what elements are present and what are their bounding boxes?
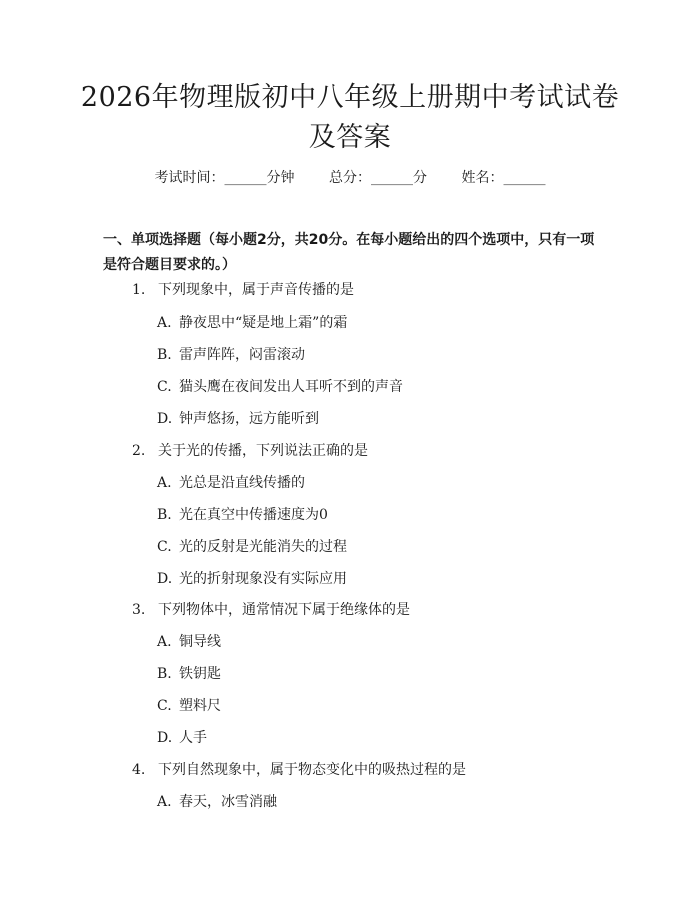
student-name-field: 姓名：______ xyxy=(461,170,546,186)
option-1a xyxy=(157,313,347,333)
option-letter: A. xyxy=(157,315,172,331)
option-text: 光的折射现象没有实际应用 xyxy=(179,571,347,587)
question-text: 下列物体中，通常情况下属于绝缘体的是 xyxy=(158,602,410,618)
question-text: 下列现象中，属于声音传播的是 xyxy=(158,282,354,298)
title-line-1: 2026年物理版初中八年级上册期中考试试卷 xyxy=(80,82,620,113)
option-letter: B. xyxy=(157,347,172,363)
option-letter: B. xyxy=(157,507,172,523)
option-text: 光总是沿直线传播的 xyxy=(179,475,305,491)
option-text: 光的反射是光能消失的过程 xyxy=(179,539,347,555)
exam-time-field: 考试时间：______分钟 xyxy=(154,170,295,186)
option-text: 春天，冰雪消融 xyxy=(179,794,277,810)
option-letter: C. xyxy=(157,698,172,714)
section-heading: 一、单项选择题（每小题2分，共20分。在每小题给出的四个选项中，只有一项是符合题目要求的。） xyxy=(103,232,595,273)
question-number: 1. xyxy=(132,282,146,298)
option-text: 猫头鹰在夜间发出人耳听不到的声音 xyxy=(179,379,403,395)
option-letter: D. xyxy=(157,411,173,427)
option-text: 铁钥匙 xyxy=(179,666,221,682)
question-number: 4. xyxy=(132,762,146,778)
question-4 xyxy=(132,760,466,780)
option-letter: A. xyxy=(157,475,172,491)
option-2d xyxy=(157,569,347,589)
total-score-field: 总分：______分 xyxy=(329,170,427,186)
option-text: 雷声阵阵，闷雷滚动 xyxy=(179,347,305,363)
option-1c xyxy=(157,377,403,397)
option-2c xyxy=(157,537,347,557)
option-letter: C. xyxy=(157,539,172,555)
option-3a xyxy=(157,632,221,652)
question-number: 2. xyxy=(132,443,146,459)
option-3d xyxy=(157,728,207,748)
exam-info-line xyxy=(0,168,700,188)
option-text: 塑料尺 xyxy=(179,698,221,714)
exam-title xyxy=(60,78,640,158)
option-1b xyxy=(157,345,305,365)
option-letter: A. xyxy=(157,794,172,810)
option-text: 光在真空中传播速度为0 xyxy=(179,507,328,523)
option-4a xyxy=(157,792,277,812)
option-letter: D. xyxy=(157,730,173,746)
question-1 xyxy=(132,280,354,300)
option-3c xyxy=(157,696,221,716)
question-3 xyxy=(132,600,410,620)
option-2b xyxy=(157,505,328,525)
option-letter: B. xyxy=(157,666,172,682)
option-3b xyxy=(157,664,221,684)
option-letter: A. xyxy=(157,634,172,650)
option-letter: C. xyxy=(157,379,172,395)
question-text: 关于光的传播，下列说法正确的是 xyxy=(158,443,368,459)
option-1d xyxy=(157,409,319,429)
question-number: 3. xyxy=(132,602,146,618)
question-2 xyxy=(132,441,368,461)
option-text: 铜导线 xyxy=(179,634,221,650)
option-2a xyxy=(157,473,305,493)
option-text: 静夜思中“疑是地上霜”的霜 xyxy=(179,315,348,331)
option-text: 人手 xyxy=(179,730,207,746)
option-text: 钟声悠扬，远方能听到 xyxy=(179,411,319,427)
option-letter: D. xyxy=(157,571,173,587)
title-line-2: 及答案 xyxy=(308,122,392,153)
question-text: 下列自然现象中，属于物态变化中的吸热过程的是 xyxy=(158,762,466,778)
